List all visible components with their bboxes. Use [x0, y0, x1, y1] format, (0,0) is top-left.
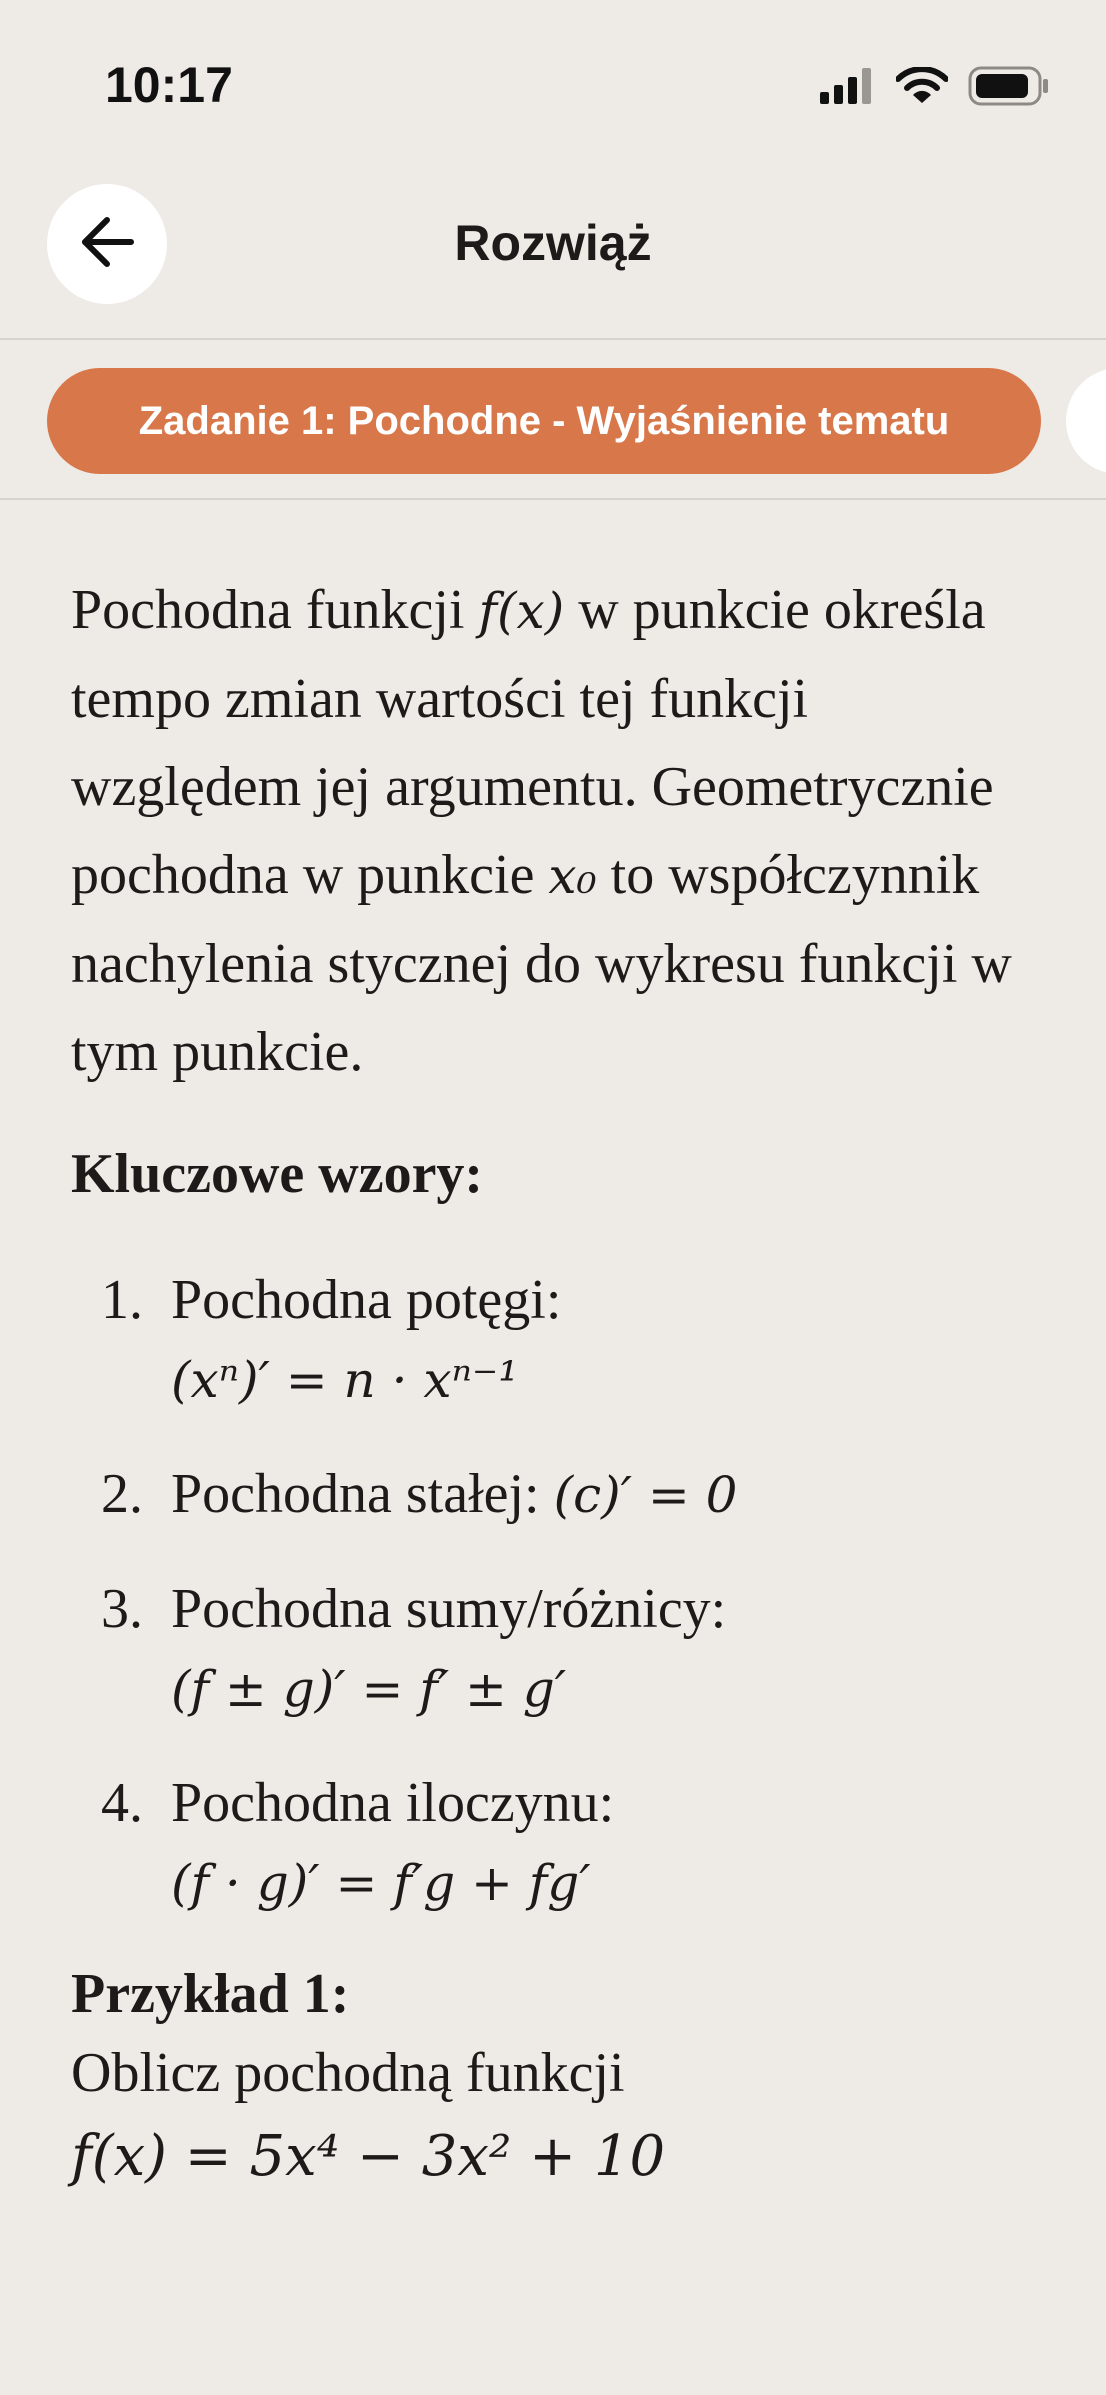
content — [71, 566, 1041, 2199]
intro-text-1: Pochodna funkcji — [71, 579, 465, 641]
formulas-heading: Kluczowe wzory: — [71, 1143, 484, 1205]
tab-next[interactable] — [1066, 368, 1106, 474]
header — [0, 170, 1106, 340]
example-text: Oblicz pochodną funkcji — [71, 2042, 625, 2104]
intro-text-2: w punkcie określa tempo zmian wartości tej funkcji względem jej argumentu. Geometrycznie pochodna w punkcie — [71, 579, 994, 906]
formula-number: 4. — [101, 1772, 143, 1834]
formula-expression: (f · g)′ = f′g + fg′ — [171, 1854, 591, 1912]
example-heading: Przykład 1: — [71, 1963, 350, 2025]
status-icons — [820, 66, 1050, 110]
battery-icon — [968, 66, 1050, 111]
formula-label: Pochodna sumy/różnicy: — [171, 1578, 727, 1640]
formula-expression: (xⁿ)′ = n · xⁿ⁻¹ — [171, 1351, 519, 1409]
math-fx: f(x) — [478, 582, 565, 640]
intro-text-3: to współczynnik nachylenia stycznej do wykresu funkcji w tym punkcie. — [71, 844, 1012, 1083]
formula-list — [71, 1260, 1041, 1923]
cellular-signal-icon — [820, 68, 876, 109]
wifi-icon — [896, 67, 948, 110]
formula-item — [71, 1260, 1041, 1420]
formula-number: 2. — [101, 1463, 143, 1525]
formula-expression: (c)′ = 0 — [553, 1466, 738, 1524]
formula-label: Pochodna iloczynu: — [171, 1772, 615, 1834]
formula-item — [71, 1763, 1041, 1923]
formula-number: 1. — [101, 1269, 143, 1331]
formula-label: Pochodna stałej: — [171, 1463, 540, 1525]
formula-item — [71, 1569, 1041, 1729]
formula-number: 3. — [101, 1578, 143, 1640]
page-title: Rozwiąż — [454, 215, 652, 271]
math-x0: x₀ — [548, 847, 597, 905]
status-bar — [0, 0, 1106, 170]
example-expression: f(x) = 5x⁴ − 3x² + 10 — [71, 2124, 666, 2189]
status-time: 10:17 — [105, 57, 233, 113]
formula-item — [71, 1454, 1041, 1535]
tab-strip — [0, 340, 1106, 500]
formula-label: Pochodna potęgi: — [171, 1269, 562, 1331]
formula-expression: (f ± g)′ = f′ ± g′ — [171, 1660, 567, 1718]
tab-zadanie-1[interactable]: Zadanie 1: Pochodne - Wyjaśnienie tematu — [47, 368, 1041, 474]
intro-paragraph — [71, 566, 1041, 1096]
